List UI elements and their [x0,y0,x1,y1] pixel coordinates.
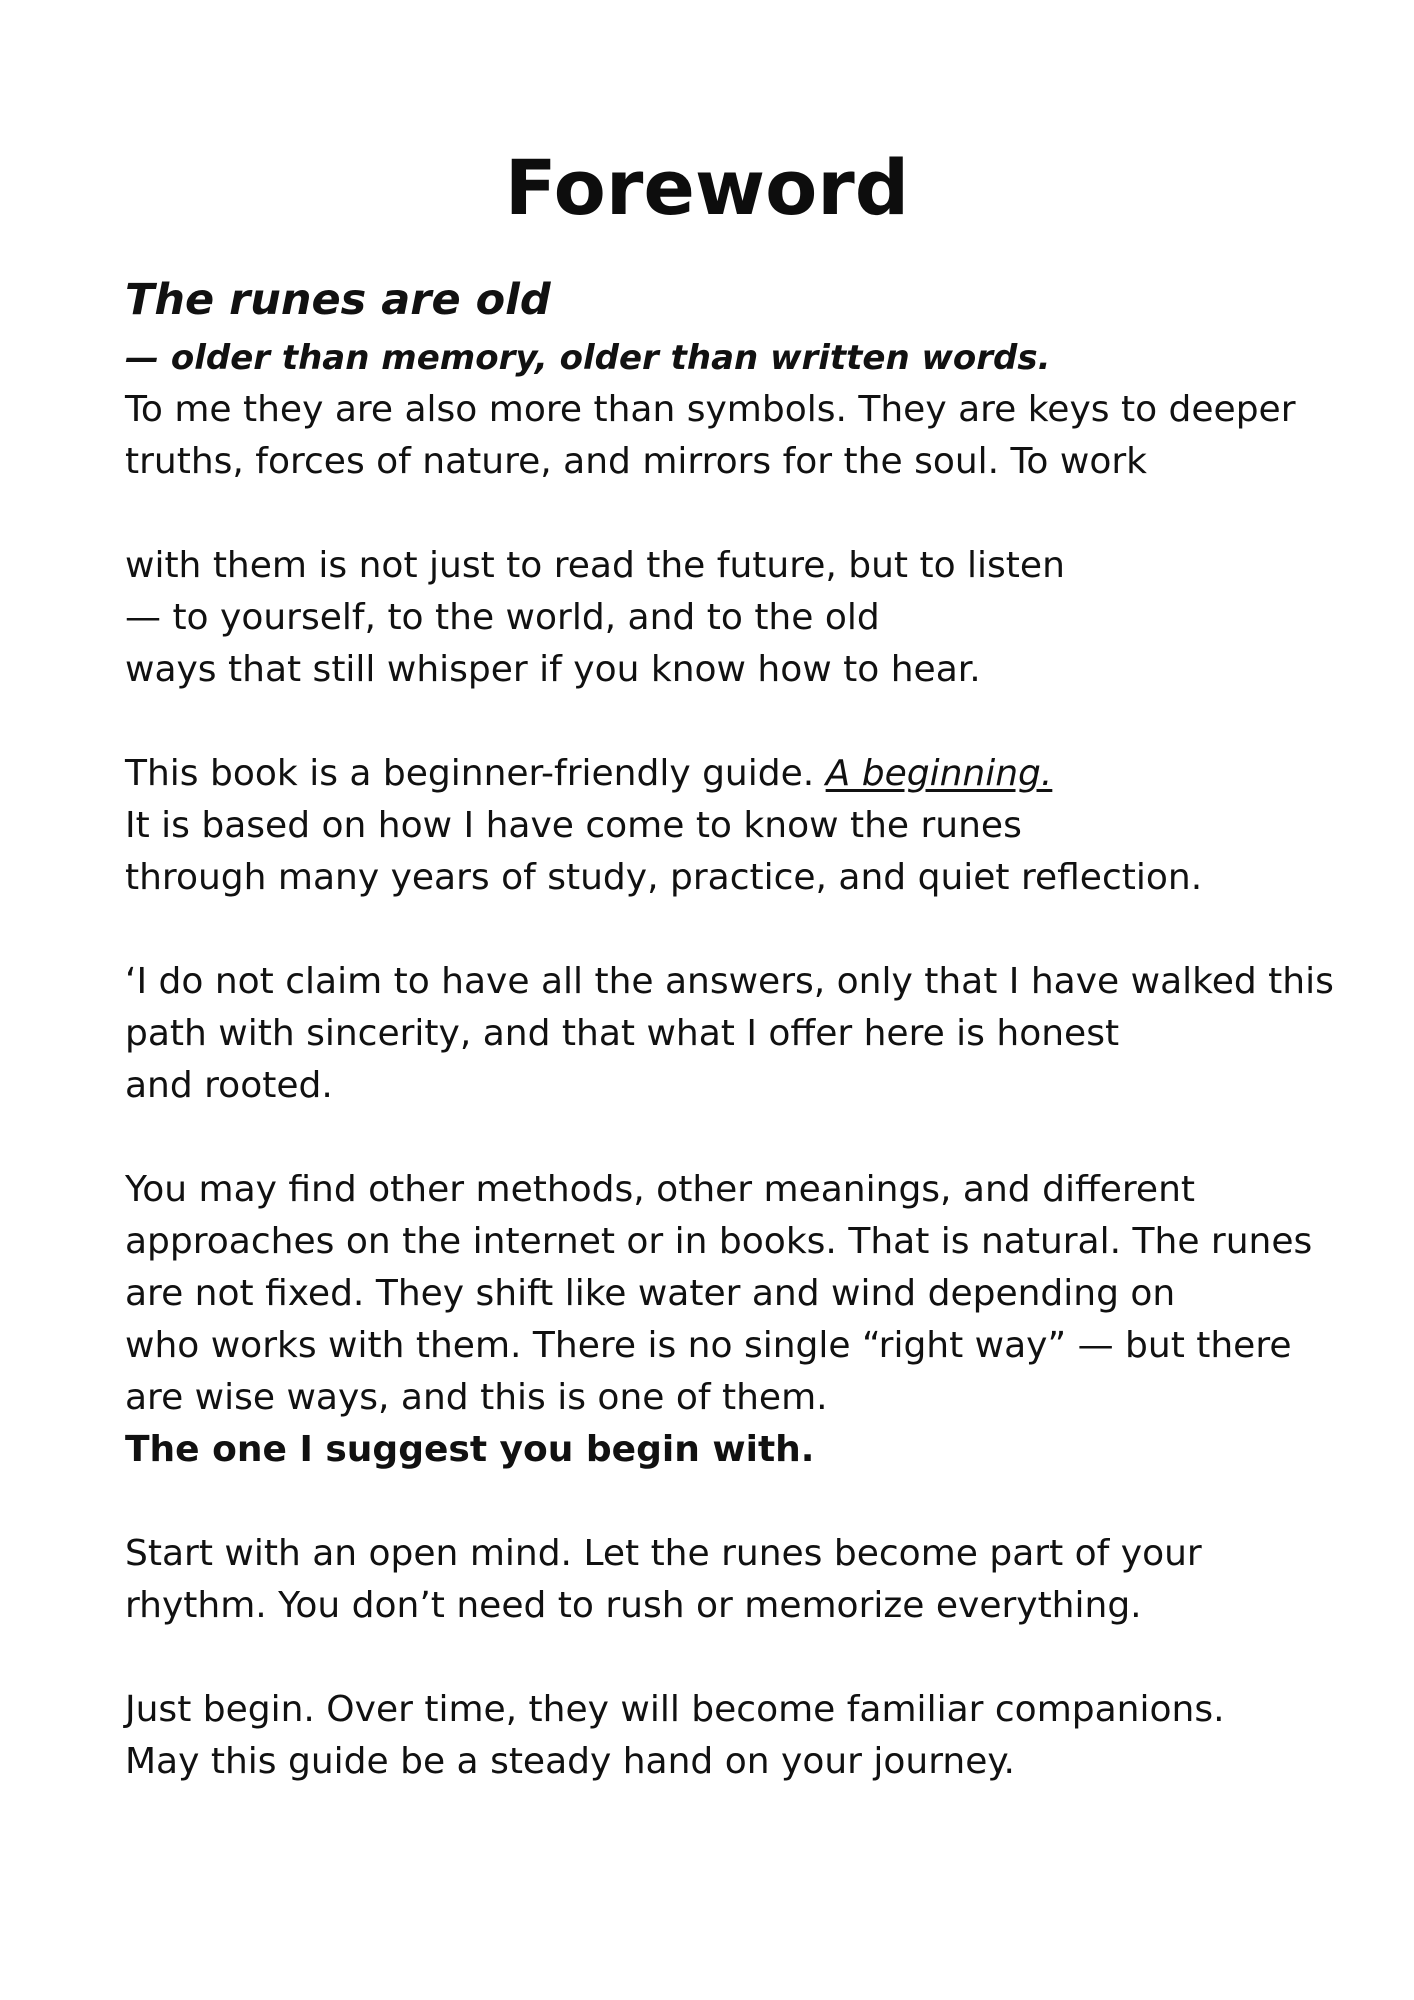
paragraph-gap [125,696,1325,748]
text-line: May this guide be a steady hand on your journey. [125,1741,1015,1782]
text-line: are wise ways, and this is one of them. [125,1377,828,1418]
text-line: approaches on the internet or in books. That is natural. The runes [125,1221,1313,1262]
foreword-body [125,268,1334,1788]
paragraph-gap [125,488,1325,540]
text-line: ‘I do not claim to have all the answers, only that I have walked this [125,961,1334,1002]
lead-line: — older than memory, older than written words. [125,338,1051,378]
text-line: ways that still whisper if you know how to hear. [125,649,981,690]
paragraph-gap [125,1476,1325,1528]
paragraph-5 [125,1164,1325,1476]
text-line: truths, forces of nature, and mirrors for the soul. To work [125,441,1148,482]
paragraph-2 [125,540,1325,696]
text-line: are not fixed. They shift like water and wind depending on [125,1273,1176,1314]
text-line: — to yourself, to the world, and to the old [125,597,880,638]
emphasis-text: A beginning. [825,753,1053,794]
text-fragment: This book is a beginner-friendly guide. [125,753,826,794]
text-line [125,748,1325,800]
paragraph-7 [125,1684,1325,1788]
text-line: You may find other methods, other meanings, and different [125,1169,1195,1210]
paragraph-gap [125,1632,1325,1684]
paragraph-1 [125,384,1325,488]
text-line: Just begin. Over time, they will become familiar companions. [125,1689,1225,1730]
paragraph-3 [125,748,1325,904]
section-subtitle: The runes are old [125,275,551,325]
text-line: who works with them. There is no single “right way” — but there [125,1325,1292,1366]
paragraph-4 [125,956,1334,1112]
paragraph-gap [125,904,1325,956]
text-line: path with sincerity, and that what I offer here is honest [125,1013,1120,1054]
paragraph-6 [125,1528,1325,1632]
text-line: Start with an open mind. Let the runes become part of your [125,1533,1202,1574]
text-line: and rooted. [125,1065,333,1106]
text-line: rhythm. You don’t need to rush or memorize everything. [125,1585,1142,1626]
text-line: through many years of study, practice, and quiet reflection. [125,857,1203,898]
paragraph-gap [125,1112,1325,1164]
page-title: Foreword [504,143,910,232]
text-line: To me they are also more than symbols. They are keys to deeper [125,389,1296,430]
text-line: It is based on how I have come to know the runes [125,805,1022,846]
bold-statement: The one I suggest you begin with. [125,1429,815,1470]
text-line: with them is not just to read the future, but to listen [125,545,1065,586]
